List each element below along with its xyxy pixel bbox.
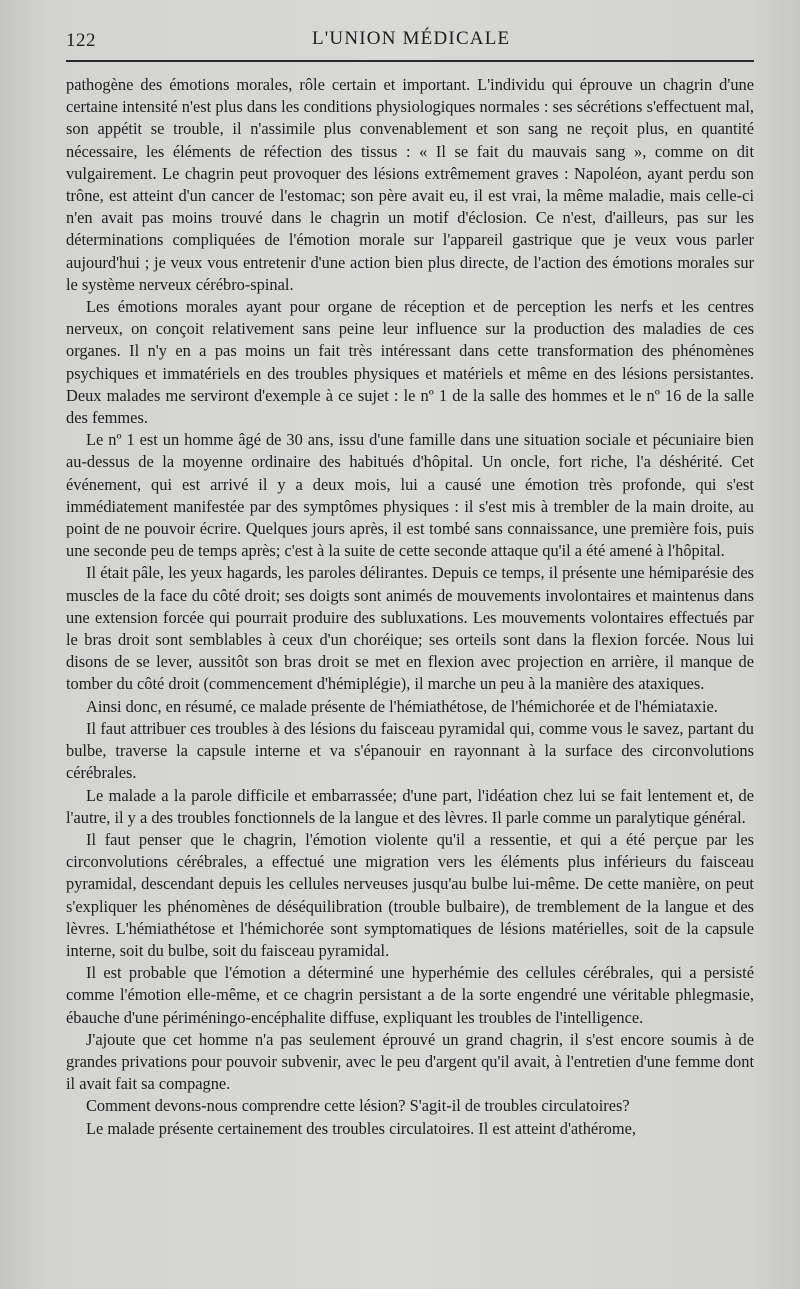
paragraph: Les émotions morales ayant pour organe de réception et de perception les nerfs et les centres nerveux, on conçoit relativement sans peine leur influence sur la production des maladies de ces organes. Il n'y en a pas moins un fait très intéressant dans cette transformation des phénomènes psychiques et immatériels en des troubles physiques et matériels et même en des lésions persistantes. Deux malades me serviront d'exemple à ce sujet : le nº 1 de la salle des hommes et le nº 16 de la salle des femmes. bbox=[66, 297, 754, 428]
paragraph: Le nº 1 est un homme âgé de 30 ans, issu d'une famille dans une situation sociale et pécuniaire bien au-dessus de la moyenne ordinaire des habitués d'hôpital. Un oncle, fort riche, l'a déshérité. Cet événement, qui est arrivé il y a deux mois, lui a causé une émotion très profonde, qui s'est immédiatement manifestée par des symptômes physiques : il s'est mis à trembler de la main droite, au point de ne pouvoir écrire. Quelques jours après, il est tombé sans connaissance, une première fois, puis une seconde peu de temps après; c'est à la suite de cette seconde attaque qu'il a été amené à l'hôpital. bbox=[66, 430, 754, 561]
paragraph: Le malade présente certainement des troubles circulatoires. Il est atteint d'athérome, bbox=[86, 1118, 636, 1138]
paragraph: Il faut attribuer ces troubles à des lésions du faisceau pyramidal qui, comme vous le savez, partant du bulbe, traverse la capsule interne et va s'épanouir en rayonnant à la surface des circonvolutions cérébrales. bbox=[66, 718, 754, 783]
paragraph: Comment devons-nous comprendre cette lésion? S'agit-il de troubles circulatoires? bbox=[86, 1096, 630, 1116]
paragraph: J'ajoute que cet homme n'a pas seulement éprouvé un grand chagrin, il s'est encore soumis à de grandes privations pour pouvoir subvenir, avec le peu d'argent qu'il avait, à l'entretien d'une femme dont il avait fait sa compagne. bbox=[66, 1029, 754, 1094]
header-rule bbox=[66, 60, 754, 62]
paragraph: Le malade a la parole difficile et embarrassée; d'une part, l'idéation chez lui se fait lentement et, de l'autre, il y a des troubles fonctionnels de la langue et des lèvres. Il parle comme un paralytique général. bbox=[66, 785, 754, 827]
page-number: 122 bbox=[66, 30, 96, 51]
paragraph: Ainsi donc, en résumé, ce malade présente de l'hémiathétose, de l'hémichorée et de l'hémiataxie. bbox=[86, 696, 718, 716]
paragraph: pathogène des émotions morales, rôle certain et important. L'individu qui éprouve un chagrin d'une certaine intensité n'est plus dans les conditions physiologiques normales : ses sécrétions s'effectuent mal, son appétit se trouble, il n'assimile plus convenablement et son sang ne reçoit plus, en quantité nécessaire, les éléments de réfection des tissus : « Il se fait du mauvais sang », comme on dit vulgairement. Le chagrin peut provoquer des lésions extrêmement graves : Napoléon, ayant perdu son trône, est atteint d'un cancer de l'estomac; son père avait eu, il est vrai, la même maladie, mais celle-ci n'en avait pas moins trouvé dans le chagrin un motif d'éclosion. Ce n'est, d'ailleurs, pas sur les déterminations compliquées de l'émotion morale sur l'appareil gastrique que je veux vous parler aujourd'hui ; je veux vous entretenir d'une action bien plus directe, de l'action des émotions morales sur le système nerveux cérébro-spinal. bbox=[66, 75, 754, 294]
body-text bbox=[66, 74, 754, 1140]
paragraph: Il faut penser que le chagrin, l'émotion violente qu'il a ressentie, et qui a été perçue par les circonvolutions cérébrales, a effectué une migration vers les éléments plus inférieurs du faisceau pyramidal, descendant depuis les cellules nerveuses jusqu'au bulbe lui-même. De cette manière, on peut s'expliquer les phénomènes de déséquilibration (trouble bulbaire), de tremblement de la langue et des lèvres. L'hémiathétose et l'hémichorée sont symptomatiques de lésions matérielles, soit de la capsule interne, soit du bulbe, soit du faisceau pyramidal. bbox=[66, 829, 754, 960]
running-head-title: L'UNION MÉDICALE bbox=[312, 28, 511, 49]
paragraph: Il était pâle, les yeux hagards, les paroles délirantes. Depuis ce temps, il présente une hémiparésie des muscles de la face du côté droit; ses doigts sont animés de mouvements involontaires et maintenus dans une extension forcée qui pourrait produire des subluxations. Les mouvements volontaires effectués par le bras droit sont semblables à ceux d'un choréique; ses orteils sont dans la flexion forcée. Nous lui disons de se lever, aussitôt son bras droit se met en flexion avec projection en arrière, il manque de tomber du côté droit (commencement d'hémiplégie), il marche un peu à la manière des ataxiques. bbox=[66, 563, 754, 694]
page-header bbox=[66, 26, 756, 56]
paragraph: Il est probable que l'émotion a déterminé une hyperhémie des cellules cérébrales, qui a persisté comme l'émotion elle-même, et ce chagrin persistant a de la sorte engendré une véritable phlegmasie, ébauche d'une périméningo-encéphalite diffuse, expliquant les troubles de l'intelligence. bbox=[66, 963, 754, 1027]
